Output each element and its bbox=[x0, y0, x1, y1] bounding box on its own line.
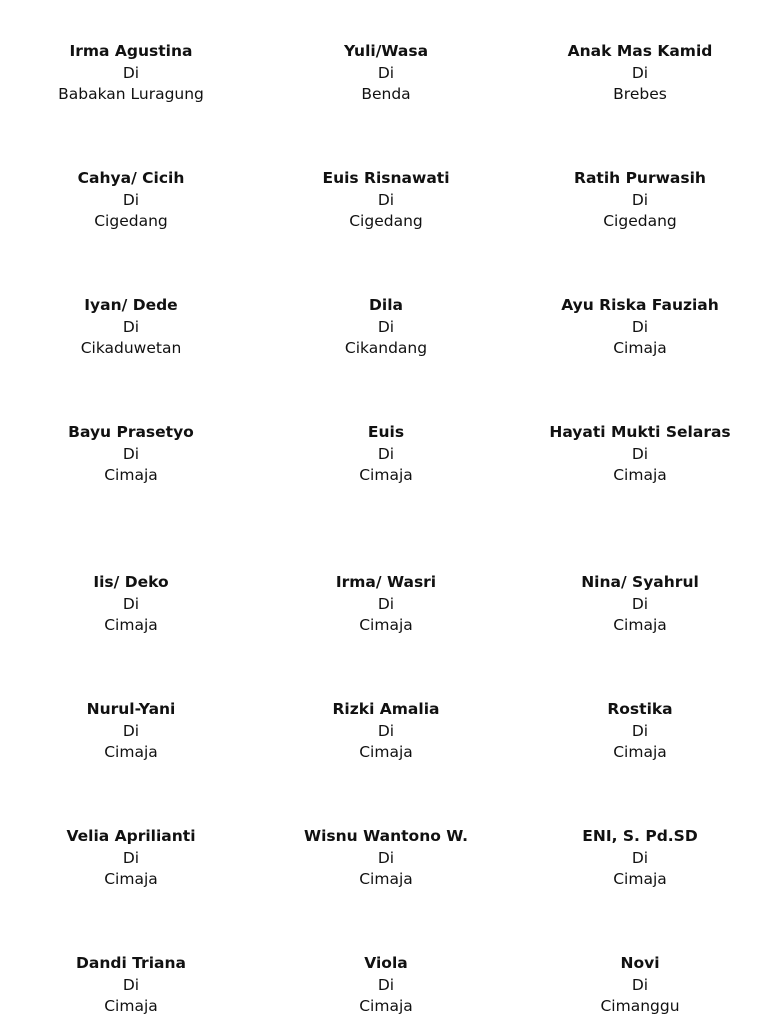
recipient-name: Bayu Prasetyo bbox=[68, 423, 194, 441]
location-prefix: Di bbox=[631, 63, 649, 82]
recipient-name: Euis Risnawati bbox=[322, 169, 450, 187]
location-name: Cimaja bbox=[359, 616, 413, 634]
location-prefix: Di bbox=[122, 444, 140, 463]
location-prefix: Di bbox=[377, 594, 395, 613]
recipient-name: Ayu Riska Fauziah bbox=[561, 296, 719, 314]
location-prefix: Di bbox=[122, 975, 140, 994]
address-label bbox=[515, 41, 765, 106]
recipient-name: Irma/ Wasri bbox=[335, 573, 437, 591]
location-name: Cigedang bbox=[603, 212, 677, 230]
recipient-name: Iis/ Deko bbox=[93, 573, 169, 591]
address-label bbox=[515, 168, 765, 233]
address-label bbox=[6, 953, 256, 1018]
address-label bbox=[6, 826, 256, 891]
location-name: Cimaja bbox=[359, 870, 413, 888]
address-label bbox=[515, 422, 765, 487]
location-prefix: Di bbox=[377, 975, 395, 994]
address-label bbox=[515, 826, 765, 891]
address-label bbox=[261, 953, 511, 1018]
location-name: Cimaja bbox=[613, 870, 667, 888]
location-prefix: Di bbox=[377, 721, 395, 740]
address-label bbox=[6, 295, 256, 360]
location-prefix: Di bbox=[377, 444, 395, 463]
location-name: Brebes bbox=[613, 85, 667, 103]
location-prefix: Di bbox=[122, 317, 140, 336]
location-name: Cimaja bbox=[613, 466, 667, 484]
location-prefix: Di bbox=[631, 317, 649, 336]
recipient-name: Novi bbox=[620, 954, 660, 972]
recipient-name: Velia Aprilianti bbox=[66, 827, 196, 845]
location-prefix: Di bbox=[631, 975, 649, 994]
location-prefix: Di bbox=[377, 190, 395, 209]
location-prefix: Di bbox=[631, 190, 649, 209]
location-name: Benda bbox=[361, 85, 411, 103]
location-name: Cimaja bbox=[104, 743, 158, 761]
address-label bbox=[261, 699, 511, 764]
location-prefix: Di bbox=[631, 594, 649, 613]
location-prefix: Di bbox=[631, 848, 649, 867]
address-label bbox=[515, 572, 765, 637]
location-prefix: Di bbox=[122, 721, 140, 740]
location-prefix: Di bbox=[631, 444, 649, 463]
location-prefix: Di bbox=[122, 594, 140, 613]
location-prefix: Di bbox=[122, 190, 140, 209]
recipient-name: Ratih Purwasih bbox=[574, 169, 706, 187]
address-label bbox=[515, 295, 765, 360]
location-name: Cikaduwetan bbox=[80, 339, 182, 357]
location-name: Cimaja bbox=[104, 616, 158, 634]
location-name: Cimaja bbox=[359, 997, 413, 1015]
location-name: Cimaja bbox=[613, 616, 667, 634]
recipient-name: ENI, S. Pd.SD bbox=[582, 827, 698, 845]
location-name: Cimaja bbox=[359, 466, 413, 484]
address-label bbox=[261, 295, 511, 360]
address-label bbox=[261, 572, 511, 637]
location-prefix: Di bbox=[122, 63, 140, 82]
location-name: Cimanggu bbox=[600, 997, 680, 1015]
recipient-name: Yuli/Wasa bbox=[343, 42, 429, 60]
location-name: Cimaja bbox=[104, 466, 158, 484]
recipient-name: Irma Agustina bbox=[69, 42, 193, 60]
recipient-name: Nurul-Yani bbox=[86, 700, 176, 718]
recipient-name: Euis bbox=[367, 423, 405, 441]
location-name: Cimaja bbox=[104, 870, 158, 888]
recipient-name: Anak Mas Kamid bbox=[567, 42, 713, 60]
address-label bbox=[6, 41, 256, 106]
location-name: Cimaja bbox=[613, 339, 667, 357]
recipient-name: Viola bbox=[364, 954, 408, 972]
location-prefix: Di bbox=[377, 848, 395, 867]
recipient-name: Nina/ Syahrul bbox=[581, 573, 699, 591]
location-name: Cimaja bbox=[104, 997, 158, 1015]
recipient-name: Rostika bbox=[607, 700, 673, 718]
recipient-name: Cahya/ Cicih bbox=[77, 169, 185, 187]
location-name: Cimaja bbox=[359, 743, 413, 761]
location-name: Cigedang bbox=[94, 212, 168, 230]
address-label bbox=[261, 826, 511, 891]
recipient-name: Dandi Triana bbox=[76, 954, 186, 972]
location-prefix: Di bbox=[122, 848, 140, 867]
address-label bbox=[515, 953, 765, 1018]
location-name: Babakan Luragung bbox=[58, 85, 204, 103]
location-name: Cimaja bbox=[613, 743, 667, 761]
address-label bbox=[261, 168, 511, 233]
location-name: Cikandang bbox=[344, 339, 428, 357]
address-label bbox=[6, 422, 256, 487]
recipient-name: Hayati Mukti Selaras bbox=[549, 423, 731, 441]
address-label bbox=[6, 699, 256, 764]
recipient-name: Rizki Amalia bbox=[332, 700, 440, 718]
location-prefix: Di bbox=[631, 721, 649, 740]
address-label bbox=[261, 41, 511, 106]
address-label bbox=[6, 168, 256, 233]
address-label bbox=[261, 422, 511, 487]
recipient-name: Dila bbox=[369, 296, 403, 314]
location-name: Cigedang bbox=[349, 212, 423, 230]
recipient-name: Wisnu Wantono W. bbox=[304, 827, 468, 845]
location-prefix: Di bbox=[377, 317, 395, 336]
recipient-name: Iyan/ Dede bbox=[84, 296, 178, 314]
address-label bbox=[6, 572, 256, 637]
location-prefix: Di bbox=[377, 63, 395, 82]
address-label bbox=[515, 699, 765, 764]
